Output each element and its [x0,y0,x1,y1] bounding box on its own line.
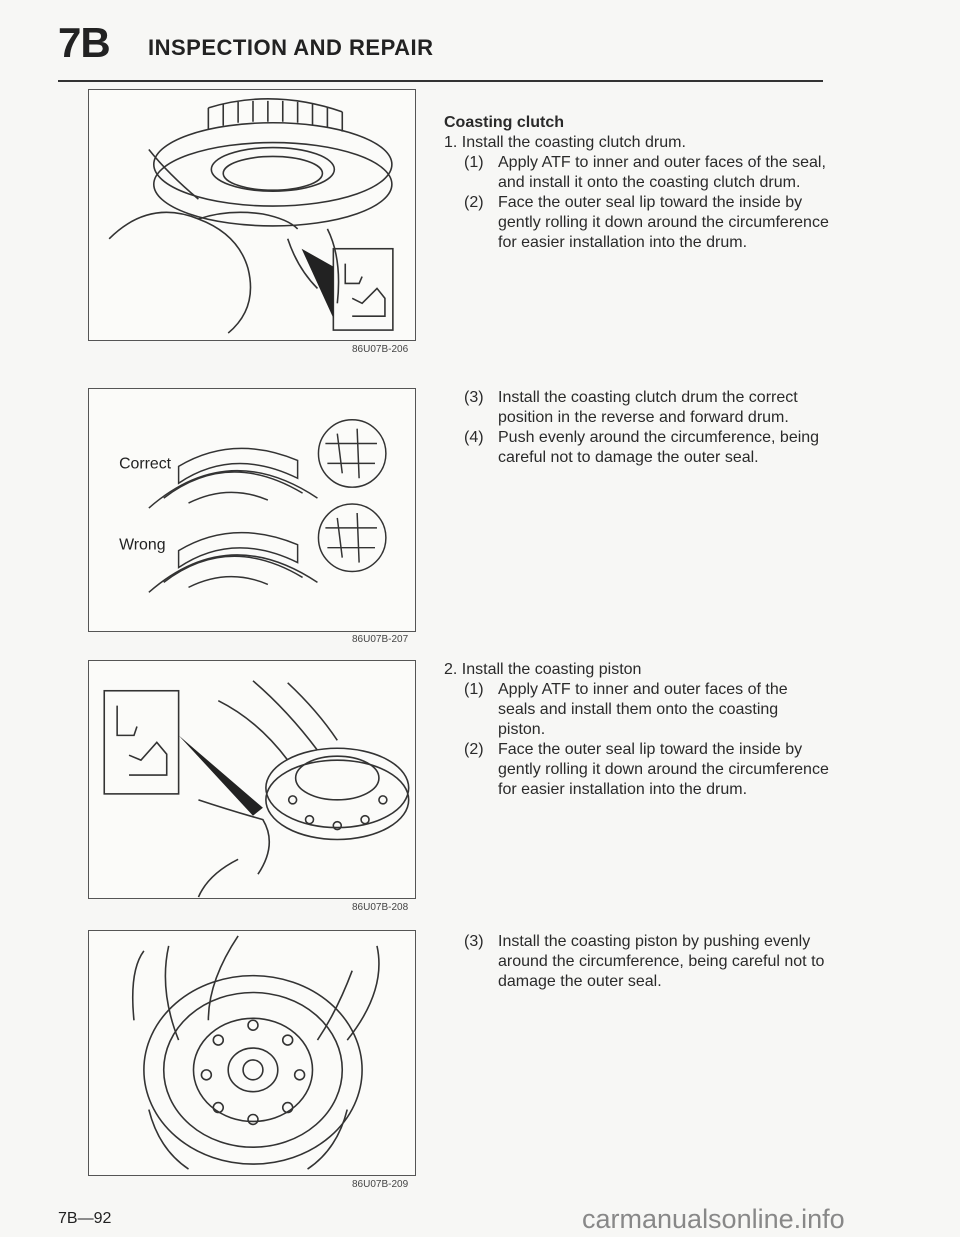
figure-coasting-clutch-drum-seal [88,89,416,341]
substep: (2) Face the outer seal lip toward the inside by gently rolling it down around the circumference for easier installation into the drum. [464,741,829,798]
figure-coasting-piston-install [88,930,416,1176]
piston-install-illustration [89,931,415,1175]
figure-caption: 86U07B-209 [352,1179,409,1190]
substep: (4) Push evenly around the circumference, being careful not to damage the outer seal. [464,429,820,466]
figure-caption: 86U07B-207 [352,634,409,645]
correct-wrong-illustration [89,389,415,631]
label-wrong: Wrong [119,536,166,554]
figure-coasting-piston-seal [88,660,416,899]
text-block-piston-install [444,932,829,992]
section-number: 7B [58,19,110,66]
step-2: 2. Install the coasting piston [444,661,642,678]
text-block-coasting-piston [444,660,829,800]
page-number: 7B—92 [58,1210,112,1227]
drum-seal-illustration [89,90,415,340]
substep: (1) Apply ATF to inner and outer faces of the seals and install them onto the coasting piston. [464,681,788,738]
text-block-drum-position [444,388,829,468]
figure-drum-position-correct-wrong [88,388,416,632]
watermark: carmanualsonline.info [582,1204,845,1234]
label-correct: Correct [119,455,172,473]
step-1: 1. Install the coasting clutch drum. [444,134,686,151]
substep: (1) Apply ATF to inner and outer faces of the seal, and install it onto the coasting clutch drum. [464,154,826,191]
substep: (3) Install the coasting piston by pushing evenly around the circumference, being careful not to damage the outer seal. [464,933,825,990]
figure-caption: 86U07B-206 [352,344,409,355]
piston-seal-illustration [89,661,415,898]
heading-coasting-clutch: Coasting clutch [444,114,565,131]
section-title: INSPECTION AND REPAIR [148,35,434,60]
page-header [58,19,823,84]
substep: (3) Install the coasting clutch drum the correct position in the reverse and forward drum. [464,389,798,426]
text-block-coasting-clutch [444,113,829,253]
header-rule [58,80,823,82]
substep: (2) Face the outer seal lip toward the inside by gently rolling it down around the circumference for easier installation into the drum. [464,194,829,251]
figure-caption: 86U07B-208 [352,902,409,913]
